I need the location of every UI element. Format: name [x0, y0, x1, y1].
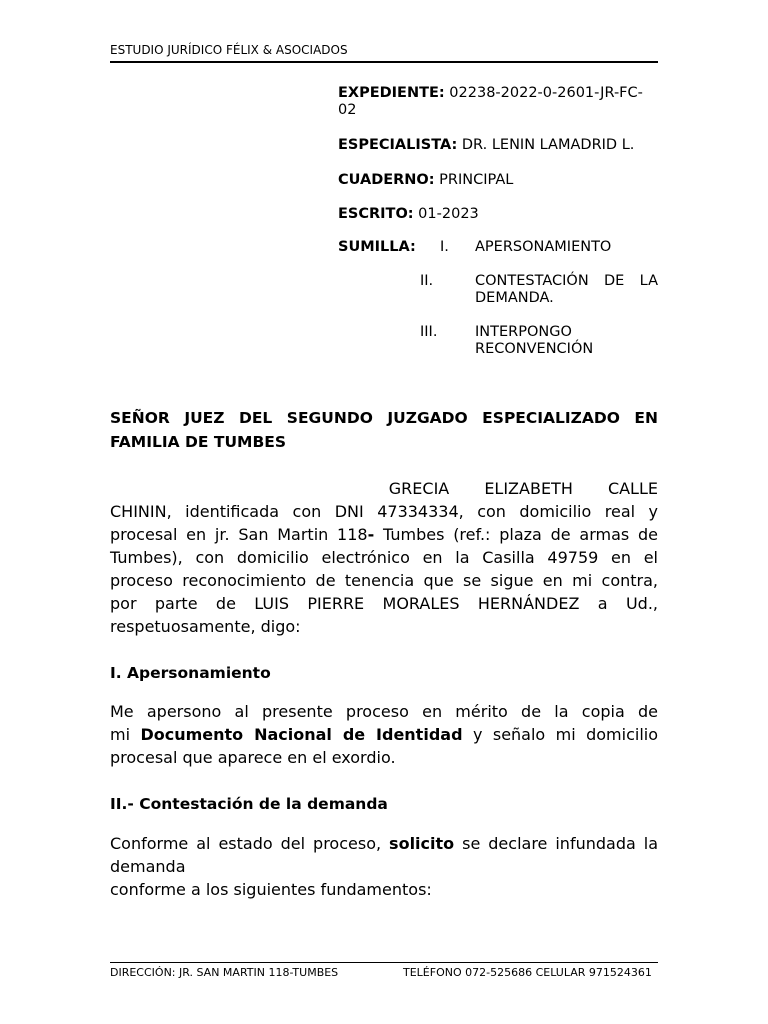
- expediente-label: EXPEDIENTE:: [338, 85, 445, 101]
- intro-line-3: procesal en jr. San Martin 118- Tumbes (ref.: plaza de armas de: [110, 525, 658, 544]
- section-1-line-1: Me apersono al presente proceso en mérito de la copia de: [110, 702, 658, 721]
- escrito-line: [338, 206, 658, 223]
- header-divider: [110, 61, 658, 63]
- section-2-line-3: conforme a los siguientes fundamentos:: [110, 880, 432, 899]
- intro-line-2: CHININ, identificada con DNI 47334334, con domicilio real y: [110, 502, 658, 521]
- sumilla-num-3: III.: [420, 324, 438, 340]
- footer-address: DIRECCIÓN: JR. SAN MARTIN 118-TUMBES: [110, 966, 339, 979]
- footer-phone: TELÉFONO 072-525686 CELULAR 971524361: [403, 966, 652, 979]
- sumilla-num-1: I.: [440, 239, 449, 255]
- especialista-line: [338, 137, 658, 154]
- intro-line-5: proceso reconocimiento de tenencia que se sigue en mi contra,: [110, 571, 658, 590]
- document-name-bold: Documento Nacional de Identidad: [140, 725, 463, 744]
- cuaderno-label: CUADERNO:: [338, 172, 435, 188]
- intro-line-6: por parte de LUIS PIERRE MORALES HERNÁNDEZ a Ud.,: [110, 594, 658, 613]
- expediente-line: [338, 85, 658, 119]
- section-1-line-3: procesal que aparece en el exordio.: [110, 748, 396, 767]
- firm-header: ESTUDIO JURÍDICO FÉLIX & ASOCIADOS: [110, 43, 348, 57]
- solicito-bold: solicito: [389, 834, 455, 853]
- cuaderno-value: PRINCIPAL: [434, 172, 514, 188]
- sumilla-num-2: II.: [420, 273, 434, 289]
- footer-divider: [110, 962, 658, 963]
- expediente-value: 02238-2022-0-2601-JR-FC-02: [338, 85, 643, 118]
- sumilla-item-3: INTERPONGO RECONVENCIÓN: [475, 324, 594, 357]
- sumilla-item-2: CONTESTACIÓN DE LA DEMANDA.: [475, 273, 658, 306]
- intro-line-7: respetuosamente, digo:: [110, 617, 301, 636]
- sumilla-label: SUMILLA:: [338, 239, 416, 255]
- section-1-line-2: mi Documento Nacional de Identidad y señalo mi domicilio: [110, 725, 658, 744]
- section-1-title: I. Apersonamiento: [110, 664, 271, 682]
- section-2-title: II.- Contestación de la demanda: [110, 795, 388, 813]
- intro-line-4: Tumbes), con domicilio electrónico en la Casilla 49759 en el: [110, 548, 658, 567]
- escrito-label: ESCRITO:: [338, 206, 414, 222]
- intro-line-1: GRECIA ELIZABETH CALLE: [388, 479, 658, 498]
- section-2-line-1: Conforme al estado del proceso, solicito se declare infundada la: [110, 834, 659, 853]
- especialista-value: DR. LENIN LAMADRID L.: [457, 137, 635, 153]
- especialista-label: ESPECIALISTA:: [338, 137, 458, 153]
- escrito-value: 01-2023: [413, 206, 479, 222]
- addressee-heading: SEÑOR JUEZ DEL SEGUNDO JUZGADO ESPECIALIZADO EN FAMILIA DE TUMBES: [110, 409, 658, 451]
- section-2-line-2: demanda: [110, 857, 186, 876]
- cuaderno-line: [338, 172, 658, 189]
- sumilla-item-1: APERSONAMIENTO: [475, 239, 612, 255]
